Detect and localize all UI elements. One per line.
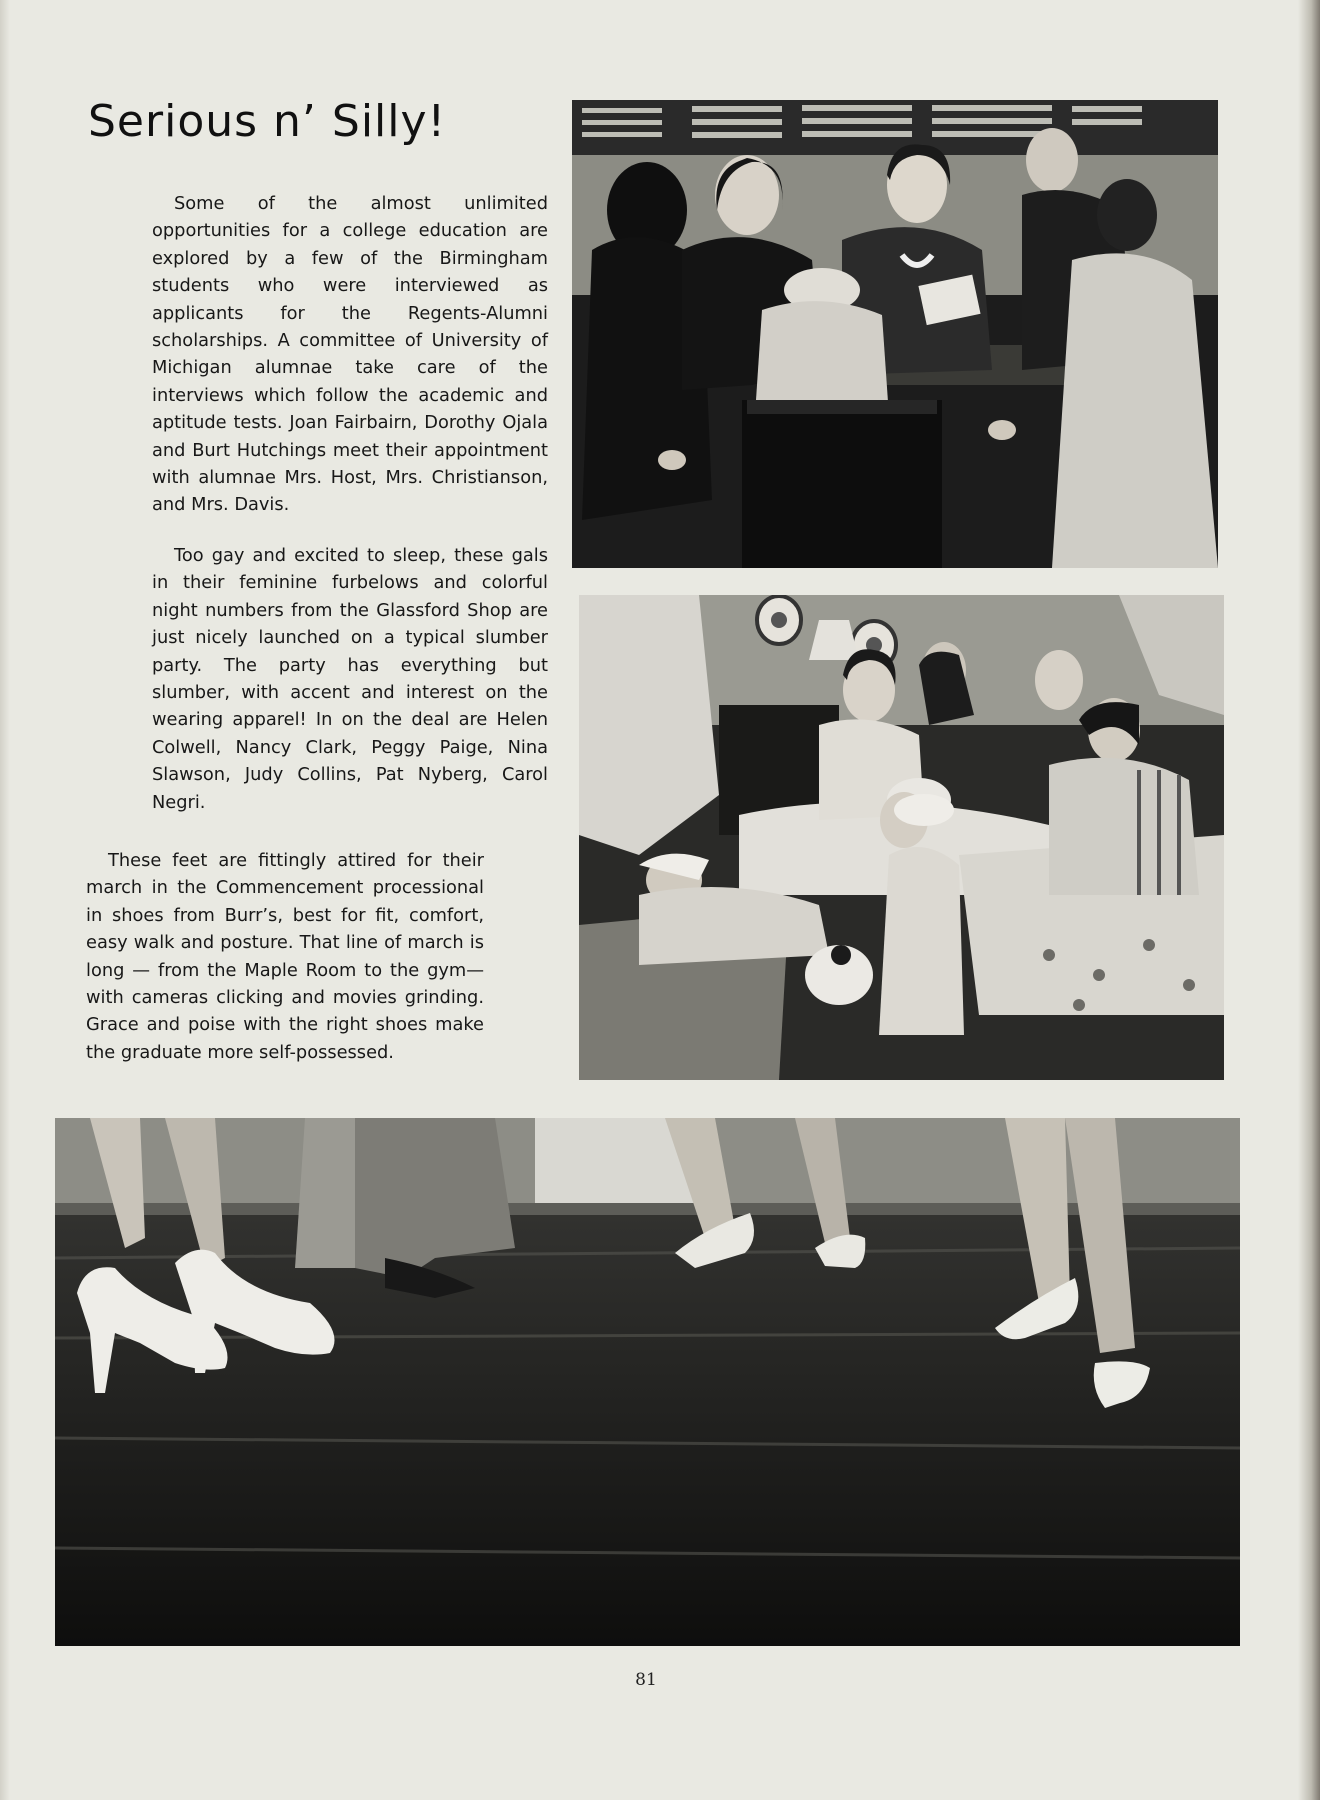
interview-paragraph: Some of the almost unlimited opportunities for a college education are explored by a few of the Birmingham students who were interviewed as applicants for the Regents-Alumni scholarships. A committee of University of Michigan alumnae take care of the interviews which follow the academic and aptitude tests. Joan Fairbairn, Dorothy Ojala and Burt Hutchings meet their appointment with alumnae Mrs. Host, Mrs. Christianson, and Mrs. Davis. bbox=[152, 193, 548, 516]
page-left-edge bbox=[0, 0, 10, 1800]
page-binding-shadow bbox=[1298, 0, 1320, 1800]
slumber-party-photo bbox=[579, 595, 1224, 1080]
page-title: Serious n’ Silly! bbox=[88, 96, 447, 147]
slumber-party-paragraph: Too gay and excited to sleep, these gals in their feminine furbelows and colorful night numbers from the Glassford Shop are just nicely launched on a typical slumber party. The party has everything but slumber, with accent and interest on the wearing apparel! In on the deal are Helen Colwell, Nancy Clark, Peggy Paige, Nina Slawson, Judy Collins, Pat Nyberg, Carol Negri. bbox=[152, 545, 548, 813]
interview-photo bbox=[572, 100, 1218, 568]
commencement-shoes-paragraph: These feet are fittingly attired for their march in the Commencement processional in shoes from Burr’s, best for fit, comfort, easy walk and posture. That line of march is long — from the Maple Room to the gym—with cameras clicking and movies grinding. Grace and poise with the right shoes make the graduate more self-possessed. bbox=[86, 850, 484, 1063]
commencement-shoes-photo bbox=[55, 1118, 1240, 1646]
page-number: 81 bbox=[635, 1670, 657, 1690]
